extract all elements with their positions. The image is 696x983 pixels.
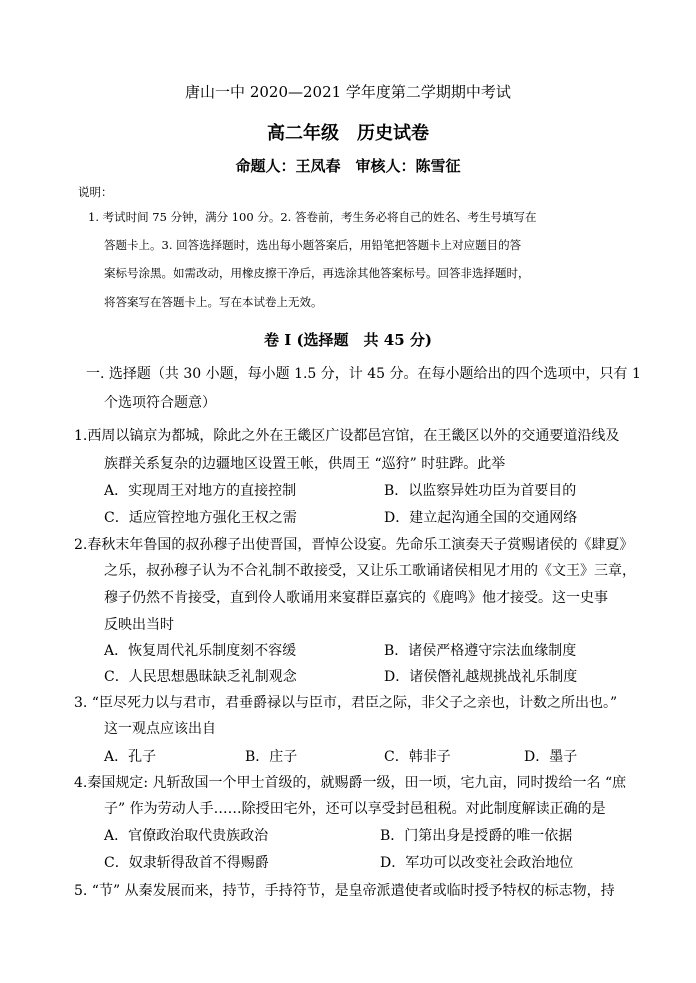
option-c: C．人民思想愚昧缺乏礼制观念 <box>104 669 297 685</box>
notes-line: 案标号涂黑。如需改动，用橡皮擦干净后，再选涂其他答案标号。回答非选择题时， <box>104 266 530 280</box>
grade-subject-title: 高二年级 历史试卷 <box>267 123 429 144</box>
question-stem-line: 反映出当时 <box>104 617 174 633</box>
authors-line: 命题人：王凤春 审核人：陈雪征 <box>235 157 461 175</box>
notes-line: 将答案写在答题卡上。写在本试卷上无效。 <box>104 295 323 309</box>
notes-label: 说明： <box>78 185 113 199</box>
option-a: A．恢复周代礼乐制度刻不容缓 <box>104 643 297 659</box>
option-d: D．墨子 <box>524 749 578 765</box>
section-intro: 一. 选择题（共 30 小题，每小题 1.5 分，计 45 分。在每小题给出的四个选项中，只有 1 <box>86 366 641 382</box>
question-stem-line: 4.秦国规定: 凡斩敌国一个甲士首级的，就赐爵一级，田一顷，宅九亩，同时拨给一名 “庶 <box>74 775 627 791</box>
question-stem-line: 这一观点应该出自 <box>104 721 216 737</box>
option-a: A．孔子 <box>104 749 157 765</box>
option-d: D．诸侯僭礼越规挑战礼乐制度 <box>384 669 578 685</box>
option-b: B．诸侯严格遵守宗法血缘制度 <box>384 643 577 659</box>
section-intro: 个选项符合题意） <box>104 395 216 411</box>
notes-line: 答题卡上。3. 回答选择题时，选出每小题答案后，用铅笔把答题卡上对应题目的答 <box>104 238 522 252</box>
notes-line: 1. 考试时间 75 分钟，满分 100 分。2. 答卷前，考生务必将自己的姓名、考生号填写在 <box>88 210 537 224</box>
question-stem-line: 3. “臣尽死力以与君市，君垂爵禄以与臣市，君臣之际，非父子之亲也，计数之所出也。” <box>74 695 618 711</box>
option-b: B．门第出身是授爵的唯一依据 <box>380 828 573 844</box>
option-d: D．军功可以改变社会政治地位 <box>380 855 574 871</box>
question-stem-line: 1.西周以镐京为都城，除此之外在王畿区广设都邑宫馆，在王畿区以外的交通要道沿线及 <box>74 428 620 444</box>
option-b: B．以监察异姓功臣为首要目的 <box>384 483 577 499</box>
option-c: C．韩非子 <box>384 749 451 765</box>
question-stem-line: 之乐，叔孙穆子认为不合礼制不敢接受，又让乐工歌诵诸侯相见才用的《文王》三章， <box>104 563 636 579</box>
question-stem-line: 子” 作为劳动人手……除授田宅外，还可以享受封邑租税。对此制度解读正确的是 <box>104 801 606 817</box>
option-c: C．奴隶斩得敌首不得赐爵 <box>104 855 269 871</box>
option-a: A．实现周王对地方的直接控制 <box>104 483 297 499</box>
question-stem-line: 2.春秋末年鲁国的叔孙穆子出使晋国，晋悼公设宴。先命乐工演奏天子赏赐诸侯的《肆夏》 <box>74 537 634 553</box>
exam-title: 唐山一中 2020—2021 学年度第二学期期中考试 <box>185 83 511 101</box>
option-a: A．官僚政治取代贵族政治 <box>104 828 269 844</box>
section-title: 卷 I (选择题 共 45 分) <box>264 331 432 349</box>
option-d: D．建立起沟通全国的交通网络 <box>384 510 578 526</box>
question-stem-line: 族群关系复杂的边疆地区设置王帐，供周王 “巡狩” 时驻跸。此举 <box>104 456 506 472</box>
question-stem-line: 穆子仍然不肯接受，直到伶人歌诵用来宴群臣嘉宾的《鹿鸣》他才接受。这一史事 <box>104 590 608 606</box>
question-stem-line: 5. “节” 从秦发展而来，持节，手持符节，是皇帝派遣使者或临时授予特权的标志物，持 <box>74 883 615 899</box>
option-b: B．庄子 <box>245 749 298 765</box>
option-c: C．适应管控地方强化王权之需 <box>104 510 297 526</box>
